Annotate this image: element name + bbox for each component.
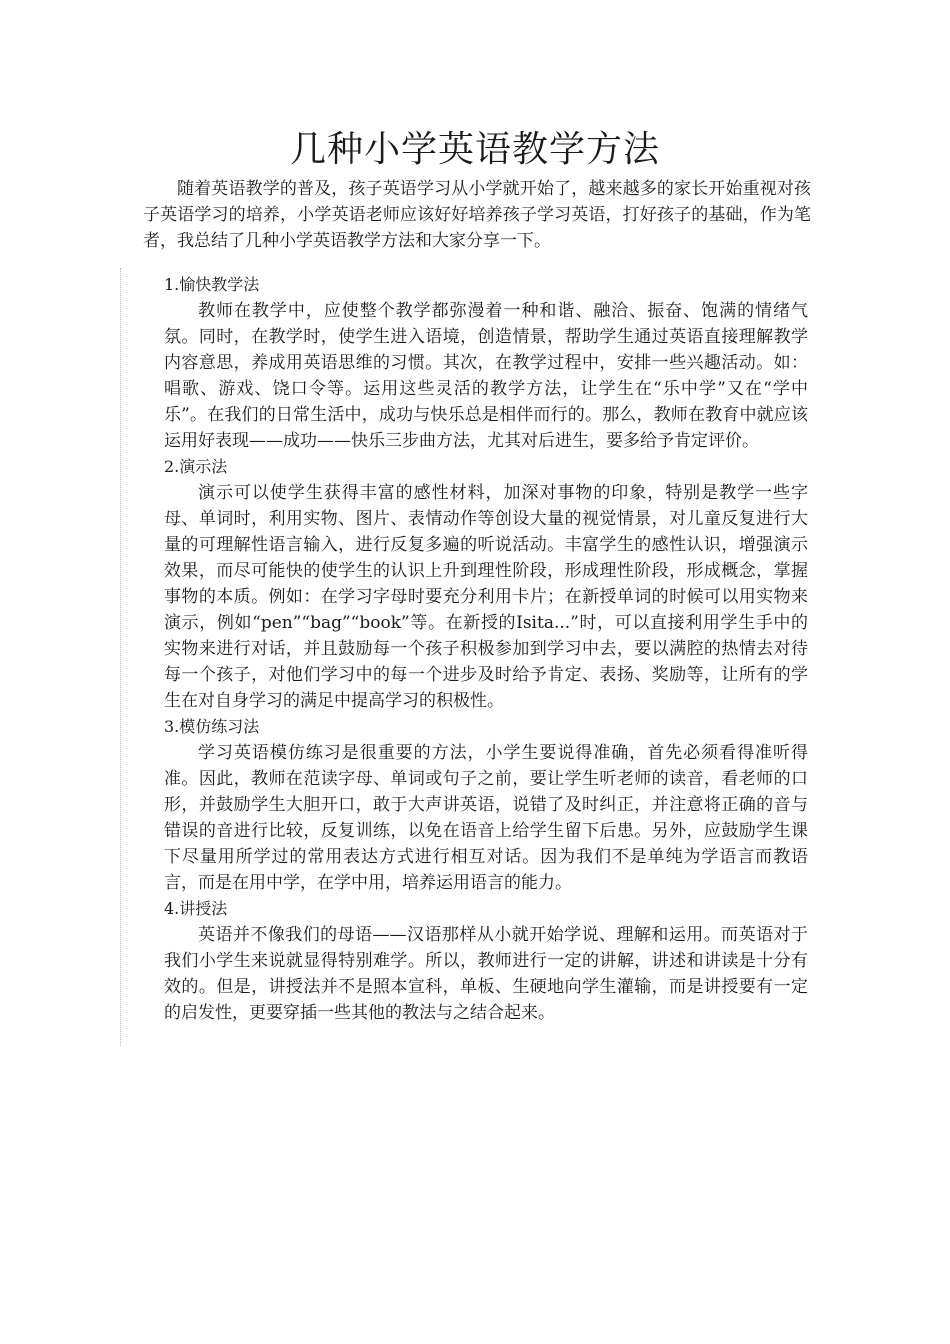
- section-demonstration: [164, 454, 808, 714]
- section-happy-teaching: [164, 272, 808, 454]
- section-text: 教师在教学中，应使整个教学都弥漫着一种和谐、融洽、振奋、饱满的情绪气氛。同时，在教学时，使学生进入语境，创造情景，帮助学生通过英语直接理解教学内容意思，养成用英语思维的习惯。其次，在教学过程中，安排一些兴趣活动。如：唱歌、游戏、饶口令等。运用这些灵活的教学方法，让学生在“乐中学”又在“学中乐”。在我们的日常生活中，成功与快乐总是相伴而行的。那么，教师在教育中就应该运用好表现——成功——快乐三步曲方法，尤其对后进生，要多给予肯定评价。: [164, 301, 808, 451]
- section-heading: 2.演示法: [164, 457, 228, 476]
- section-text: 英语并不像我们的母语——汉语那样从小就开始学说、理解和运用。而英语对于我们小学生来说就显得特别难学。所以，教师进行一定的讲解，讲述和讲读是十分有效的。但是，讲授法并不是照本宣科，单板、生硬地向学生灌输，而是讲授要有一定的启发性，更要穿插一些其他的教法与之结合起来。: [164, 925, 808, 1023]
- section-text: 演示可以使学生获得丰富的感性材料，加深对事物的印象，特别是教学一些字母、单词时，利用实物、图片、表情动作等创设大量的视觉情景，对儿童反复进行大量的可理解性语言输入，进行反复多遍的听说活动。丰富学生的感性认识，增强演示效果，而尽可能快的使学生的认识上升到理性阶段，形成理性阶段，形成概念，掌握事物的本质。例如：在学习字母时要充分利用卡片；在新授单词的时候可以用实物来演示，例如“pen”“bag”“book”等。在新授的Isita...”时，可以直接利用学生手中的实物来进行对话，并且鼓励每一个孩子积极参加到学习中去，要以满腔的热情去对待每一个孩子，对他们学习中的每一个进步及时给予肯定、表扬、奖励等，让所有的学生在对自身学习的满足中提高学习的积极性。: [164, 483, 808, 711]
- section-heading: 1.愉快教学法: [164, 275, 260, 294]
- section-heading: 3.模仿练习法: [164, 717, 260, 736]
- section-text: 学习英语模仿练习是很重要的方法，小学生要说得准确，首先必须看得准听得准。因此，教师在范读字母、单词或句子之前，要让学生听老师的读音，看老师的口形，并鼓励学生大胆开口，敢于大声讲英语，说错了及时纠正，并注意将正确的音与错误的音进行比较，反复训练，以免在语音上给学生留下后患。另外，应鼓励学生课下尽量用所学过的常用表达方式进行相互对话。因为我们不是单纯为学语言而教语言，而是在用中学，在学中用，培养运用语言的能力。: [164, 743, 808, 893]
- document-title: 几种小学英语教学方法: [289, 129, 660, 170]
- intro-paragraph: 随着英语教学的普及，孩子英语学习从小学就开始了，越来越多的家长开始重视对孩子英语学习的培养，小学英语老师应该好好培养孩子学习英语，打好孩子的基础，作为笔者，我总结了几种小学英语教学方法和大家分享一下。: [143, 179, 811, 251]
- section-lecture: [164, 896, 808, 1026]
- section-heading: 4.讲授法: [164, 899, 228, 918]
- margin-divider: [120, 268, 121, 1046]
- sections-container: [164, 272, 808, 1026]
- section-imitation-practice: [164, 714, 808, 896]
